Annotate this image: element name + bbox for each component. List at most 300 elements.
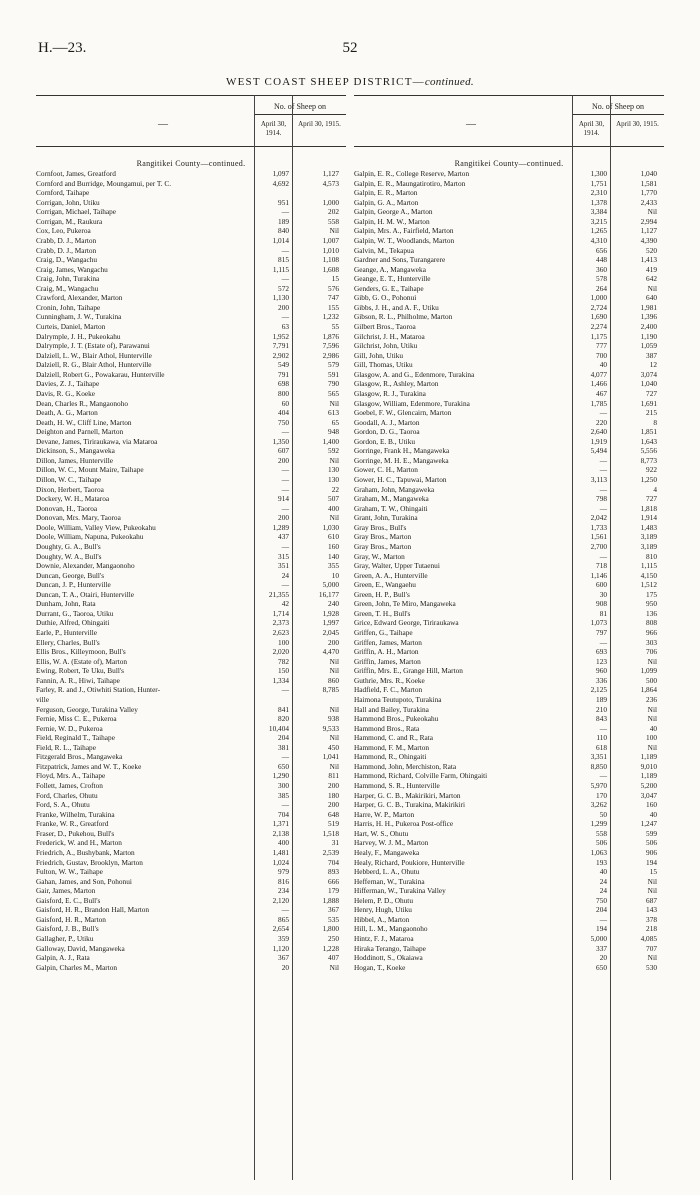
sheep-1915: 648 (328, 809, 339, 819)
sheep-1914: 1,289 (272, 522, 289, 532)
table-row (354, 752, 664, 762)
sheep-1915: 1,228 (322, 943, 339, 953)
owner-name: Cunningham, J. W., Turakina (36, 312, 122, 322)
sheep-1914: 1,690 (590, 312, 607, 322)
sheep-1915: 130 (328, 475, 339, 484)
table-row (36, 217, 346, 227)
sheep-1914: 960 (596, 666, 607, 676)
owner-name: Fernie, W. D., Pukeroa (36, 723, 103, 733)
sheep-1914: 110 (596, 733, 607, 743)
owner-name: Davies, Z. J., Taihape (36, 379, 100, 389)
sheep-1915: Nil (647, 876, 657, 886)
sheep-1914: 40 (599, 867, 607, 877)
owner-name: Galpin, Charles M., Marton (36, 962, 118, 972)
table-row (36, 838, 346, 848)
table-row (354, 475, 664, 485)
sheep-1915: 400 (328, 503, 339, 513)
sheep-1914: 3,262 (590, 800, 607, 810)
owner-name: Gorringe, Frank H., Mangaweka (354, 446, 450, 456)
sheep-1915: 4,085 (640, 934, 657, 943)
sheep-1914: — (281, 905, 289, 915)
sheep-1914: 1,919 (590, 436, 607, 446)
sheep-1914: 351 (278, 561, 289, 571)
owner-name: Cronin, John, Taihape (36, 302, 101, 312)
sheep-1915: 407 (328, 953, 339, 963)
table-row (36, 590, 346, 600)
sheep-1914: 210 (596, 704, 607, 714)
table-row (36, 169, 346, 179)
table-row (354, 934, 664, 944)
sheep-1915: 1,643 (640, 436, 657, 446)
sheep-1914: — (281, 207, 289, 217)
owner-name: Devane, James, Tiriraukawa, via Mataroa (36, 436, 158, 446)
owner-name: Fernie, Miss C. E., Pukeroa (36, 714, 117, 724)
sheep-1914: — (599, 455, 607, 465)
left-rows (36, 169, 346, 972)
owner-name: Gower, C. H., Marton (354, 465, 418, 475)
table-row (36, 666, 346, 676)
owner-name: Heffernan, W., Turakina (354, 876, 425, 886)
sheep-1914: 21,355 (268, 589, 289, 599)
table-row (36, 236, 346, 246)
owner-name: Ewing, Robert, Te Uku, Bull's (36, 666, 125, 676)
owner-name: Grice, Edward George, Tiriraukawa (354, 618, 459, 628)
sheep-1914: 24 (599, 886, 607, 896)
page-title (0, 76, 700, 88)
table-row (354, 638, 664, 648)
sheep-1914: — (281, 580, 289, 590)
table-row (36, 714, 346, 724)
sheep-1914: 10,404 (268, 723, 289, 733)
sheep-1914: 607 (278, 446, 289, 456)
owner-name: Galpin, G. A., Marton (354, 197, 419, 207)
owner-name: Crabb, D. J., Marton (36, 235, 97, 245)
sheep-1915: 1,608 (322, 264, 339, 274)
table-row (354, 456, 664, 466)
table-row (354, 370, 664, 380)
table-row (354, 322, 664, 332)
table-row (354, 332, 664, 342)
sheep-1915: 687 (646, 895, 657, 905)
sheep-1915: 1,928 (322, 608, 339, 618)
sheep-1914: 1,014 (272, 235, 289, 245)
sheep-1914: 189 (278, 216, 289, 226)
sheep-1914: 1,073 (590, 618, 607, 628)
table-row (354, 905, 664, 915)
sheep-1914: 1,378 (590, 197, 607, 207)
owner-name: Gilchrist, John, Utiku (354, 341, 418, 351)
sheep-1915: 1,007 (322, 235, 339, 245)
sheep-1915: 530 (646, 962, 657, 972)
table-row (354, 580, 664, 590)
sheep-1915: 160 (328, 541, 339, 551)
owner-name: Green, T. H., Bull's (354, 608, 411, 618)
table-row (354, 791, 664, 801)
sheep-1914: 381 (278, 742, 289, 752)
sheep-1914: — (599, 484, 607, 494)
owner-name: Hifferman, W., Turakina Valley (354, 886, 446, 896)
owner-name: Ellis, W. A. (Estate of), Marton (36, 656, 127, 666)
table-row (36, 638, 346, 648)
table-row (354, 494, 664, 504)
sheep-1915: 4,150 (640, 570, 657, 580)
sheep-1914: — (281, 274, 289, 284)
owner-name: Hall and Bailey, Turakina (354, 704, 429, 714)
sheep-1915: Nil (647, 742, 657, 752)
owner-name: Doole, William, Valley View, Pukeokahu (36, 522, 156, 532)
sheep-1915: 200 (328, 800, 339, 810)
sheep-1914: 979 (278, 867, 289, 877)
right-rows (354, 169, 664, 972)
sheep-1914: 3,384 (590, 207, 607, 217)
sheep-1914: 2,125 (590, 685, 607, 695)
owner-name: Gaisford, H. R., Brandon Hall, Marton (36, 905, 150, 915)
sheep-1915: 2,986 (322, 350, 339, 360)
table-row (354, 953, 664, 963)
sheep-1915: 140 (328, 551, 339, 561)
table-row (354, 915, 664, 925)
table-row (36, 781, 346, 791)
name-column-dash: — (158, 119, 168, 130)
owner-name: Davis, R. G., Koeke (36, 388, 95, 398)
table-row (354, 265, 664, 275)
sheep-1914: 865 (278, 914, 289, 924)
sheep-1915: 55 (331, 322, 339, 331)
sheep-1914: 578 (596, 274, 607, 284)
table-row (36, 552, 346, 562)
sheep-1915: Nil (329, 455, 339, 465)
owner-name: Fulton, W. W., Taihape (36, 867, 103, 877)
title-main: WEST COAST SHEEP DISTRICT— (226, 76, 425, 88)
sheep-1915: 1,190 (640, 331, 657, 341)
owner-name: Duthie, Alfred, Ohingaiti (36, 618, 110, 628)
table-row (354, 858, 664, 868)
sheep-1915: 3,074 (640, 369, 657, 379)
sheep-1914: 264 (596, 283, 607, 293)
owner-name: Hammond, S. R., Hunterville (354, 781, 440, 790)
owner-name: Dickinson, S., Mangaweka (36, 446, 115, 456)
table-row (36, 437, 346, 447)
owner-name: Green, John, Te Miro, Mangaweka (354, 599, 456, 609)
table-row (36, 284, 346, 294)
table-row (354, 552, 664, 562)
table-row (36, 561, 346, 571)
sheep-1914: 204 (596, 905, 607, 915)
sheep-1914: 336 (596, 675, 607, 685)
sheep-count-heading: No. of Sheep on (274, 102, 326, 111)
table-row (36, 303, 346, 313)
table-row (354, 207, 664, 217)
table-row (354, 762, 664, 772)
sheep-1914: 2,120 (272, 895, 289, 905)
sheep-1915: 15 (649, 867, 657, 877)
sheep-1915: 4 (653, 484, 657, 494)
table-row (354, 609, 664, 619)
owner-name: Durrant, G., Taoroa, Utiku (36, 608, 114, 618)
owner-name: Hammond, F. M., Marton (354, 742, 430, 752)
col-1915-heading: April 30, 1915. (616, 120, 659, 128)
sheep-1915: 1,127 (640, 226, 657, 236)
sheep-1915: 1,099 (640, 666, 657, 676)
table-row (354, 351, 664, 361)
sheep-1914: 404 (278, 408, 289, 418)
table-row (354, 829, 664, 839)
table-row (36, 867, 346, 877)
owner-name: Doughty, W. A., Bull's (36, 551, 102, 561)
sheep-count-heading: No. of Sheep on (592, 102, 644, 111)
sheep-1915: 7,596 (322, 341, 339, 351)
owner-name: Ellery, Charles, Bull's (36, 637, 100, 647)
sheep-1914: 650 (596, 962, 607, 972)
sheep-1915: 65 (331, 417, 339, 427)
table-row (36, 332, 346, 342)
sheep-1915: Nil (329, 962, 339, 972)
table-row (36, 724, 346, 734)
table-row (36, 523, 346, 533)
sheep-1914: 2,724 (590, 302, 607, 312)
sheep-1914: 367 (278, 953, 289, 963)
sheep-1914: 5,494 (590, 446, 607, 456)
owner-name: Hibbel, A., Marton (354, 914, 410, 924)
sheep-1915: 1,518 (322, 828, 339, 838)
sheep-1914: 8,850 (590, 761, 607, 771)
sheep-1915: 1,770 (640, 188, 657, 198)
sheep-1915: 808 (646, 618, 657, 628)
sheep-1915: 707 (646, 943, 657, 953)
table-row (36, 341, 346, 351)
table-row (36, 494, 346, 504)
sheep-1914: 2,138 (272, 828, 289, 838)
sheep-1915: 16,177 (318, 589, 339, 599)
sheep-1914: 359 (278, 934, 289, 943)
col-1914-heading: April 30, 1914. (578, 120, 605, 137)
sheep-1915: 240 (328, 599, 339, 609)
sheep-1914: 1,120 (272, 943, 289, 953)
table-row (36, 743, 346, 753)
table-row (36, 599, 346, 609)
sheep-1914: 437 (278, 532, 289, 542)
owner-name: Gorringe, M. H. E., Mangaweka (354, 455, 449, 465)
owner-name: Graham, M., Mangaweka (354, 494, 429, 504)
sheep-1915: 860 (328, 675, 339, 685)
sheep-1914: 4,077 (590, 369, 607, 379)
sheep-1914: 618 (596, 742, 607, 752)
owner-name: Donovan, Mrs. Mary, Taoroa (36, 513, 121, 523)
sheep-1914: 81 (599, 608, 607, 618)
table-row (36, 226, 346, 236)
name-column-dash: — (466, 119, 476, 130)
sheep-1915: Nil (329, 656, 339, 666)
owner-name: Griffin, Mrs. E., Grange Hill, Marton (354, 666, 463, 676)
sheep-1915: Nil (647, 714, 657, 724)
table-row (36, 628, 346, 638)
sheep-1914: 300 (278, 781, 289, 790)
owner-name: Galpin, W. T., Woodlands, Marton (354, 235, 455, 245)
sheep-1915: 893 (328, 867, 339, 877)
table-row (354, 685, 664, 695)
table-row (354, 341, 664, 351)
owner-name: Genders, G. E., Taihape (354, 283, 424, 293)
owner-name: Hammond, Richard, Colville Farm, Ohingaiti (354, 771, 488, 781)
sheep-1915: 579 (328, 360, 339, 370)
sheep-1914: 908 (596, 599, 607, 609)
sheep-1914: 448 (596, 255, 607, 265)
owner-name: Dillon, W. C., Taihape (36, 475, 102, 484)
sheep-1914: 24 (281, 570, 289, 580)
table-row (36, 399, 346, 409)
sheep-1914: — (281, 541, 289, 551)
owner-name: Galpin, Mrs. A., Fairfield, Marton (354, 226, 454, 236)
owner-name: Hebberd, L. A., Ohutu (354, 867, 420, 877)
table-row (36, 896, 346, 906)
owner-name: Dalziell, Robert G., Powakarau, Hunterville (36, 369, 165, 379)
sheep-1914: — (281, 503, 289, 513)
sheep-1915: 1,232 (322, 312, 339, 322)
table-row (36, 188, 346, 198)
owner-name: Gaisford, H. R., Marton (36, 914, 106, 924)
sheep-1914: 467 (596, 388, 607, 398)
sheep-1914: — (599, 408, 607, 418)
table-row (36, 246, 346, 256)
owner-name: Dunham, John, Rata (36, 599, 96, 609)
sheep-1914: 700 (596, 350, 607, 360)
owner-name: Gray Bros., Bull's (354, 522, 407, 532)
sheep-1915: 218 (646, 924, 657, 934)
owner-name: Hill, L. M., Mangaonoho (354, 924, 428, 934)
sheep-1915: 1,864 (640, 685, 657, 695)
sheep-1914: 2,700 (590, 541, 607, 551)
sheep-1914: 650 (278, 761, 289, 771)
table-row (36, 695, 346, 705)
sheep-1915: 200 (328, 637, 339, 647)
sheep-1914: 234 (278, 886, 289, 896)
owner-name: Galpin, A. J., Rata (36, 953, 90, 963)
table-row (354, 733, 664, 743)
sheep-1915: 419 (646, 264, 657, 274)
sheep-1915: 591 (328, 369, 339, 379)
sheep-1914: 1,466 (590, 379, 607, 389)
owner-name: Gaisford, J. B., Bull's (36, 924, 99, 934)
owner-name: Galpin, H. M. W., Marton (354, 216, 430, 226)
sheep-1914: 506 (596, 838, 607, 848)
sheep-1914: 1,024 (272, 857, 289, 867)
sheep-1915: 790 (328, 379, 339, 389)
sheep-1914: 951 (278, 197, 289, 207)
table-row (354, 944, 664, 954)
owner-name: Earle, P., Hunterville (36, 628, 97, 637)
table-row (36, 618, 346, 628)
owner-name: Glasgow, R., Ashley, Marton (354, 379, 439, 389)
sheep-1914: 914 (278, 494, 289, 504)
sheep-1914: 1,733 (590, 522, 607, 532)
table-row (354, 408, 664, 418)
sheep-1915: 136 (646, 608, 657, 618)
owner-name: Franke, W. R., Greatford (36, 819, 109, 829)
sheep-1915: Nil (647, 283, 657, 293)
table-row (354, 647, 664, 657)
sheep-1914: 60 (281, 398, 289, 408)
owner-name: Green, A. A., Hunterville (354, 570, 428, 580)
table-row (354, 542, 664, 552)
table-row (36, 370, 346, 380)
table-row (36, 791, 346, 801)
sheep-1915: 507 (328, 494, 339, 504)
sheep-1914: 2,902 (272, 350, 289, 360)
sheep-1915: 1,189 (640, 752, 657, 762)
sheep-1914: 193 (596, 857, 607, 867)
sheep-1915: Nil (647, 953, 657, 963)
sheep-1914: — (281, 685, 289, 695)
table-row (354, 781, 664, 791)
sheep-1915: 1,059 (640, 341, 657, 351)
sheep-1914: 170 (596, 790, 607, 800)
sheep-1914: 600 (596, 580, 607, 590)
sheep-1915: 1,400 (322, 436, 339, 446)
sheep-1915: 100 (646, 733, 657, 743)
owner-name: Gordon, E. B., Utiku (354, 436, 416, 446)
sheep-1915: 143 (646, 905, 657, 915)
sheep-1914: 3,113 (590, 475, 607, 484)
sheep-1915: 155 (328, 302, 339, 312)
owner-name: Graham, John, Mangaweka (354, 484, 435, 494)
sheep-1915: 4,470 (322, 647, 339, 657)
table-row (354, 590, 664, 600)
sheep-1914: — (599, 723, 607, 733)
table-row (354, 246, 664, 256)
doc-reference: H.—23. (38, 40, 87, 56)
sheep-1914: 315 (278, 551, 289, 561)
sheep-1915: 5,000 (322, 580, 339, 590)
owner-name: Hammond Bros., Rata (354, 723, 420, 733)
table-row (36, 322, 346, 332)
owner-name: Death, A. G., Marton (36, 408, 98, 418)
sheep-1915: 9,533 (322, 723, 339, 733)
owner-name: Frederick, W. and H., Marton (36, 838, 122, 848)
table-row (36, 819, 346, 829)
sheep-1914: 1,115 (272, 264, 289, 274)
sheep-1915: 236 (646, 694, 657, 704)
sheep-1915: 599 (646, 828, 657, 838)
sheep-1914: 800 (278, 388, 289, 398)
sheep-1914: 704 (278, 809, 289, 819)
owner-name: Gray Bros., Marton (354, 532, 412, 542)
page-number: 52 (342, 40, 358, 56)
right-table (354, 95, 664, 972)
owner-name: Ellis Bros., Killeymoon, Bull's (36, 647, 126, 657)
table-row (36, 312, 346, 322)
sheep-1914: 1,175 (590, 331, 607, 341)
owner-name: Duncan, J. P., Hunterville (36, 580, 111, 590)
sheep-1914: 558 (596, 828, 607, 838)
owner-name: Guthrie, Mrs. R., Koeke (354, 675, 425, 685)
sheep-1915: 450 (328, 742, 339, 752)
table-row (354, 465, 664, 475)
sheep-1915: 215 (646, 408, 657, 418)
sheep-1915: 1,189 (640, 771, 657, 781)
sheep-1915: 194 (646, 857, 657, 867)
owner-name: Healy, Richard, Poukiore, Hunterville (354, 857, 465, 867)
sheep-1915: 747 (328, 293, 339, 303)
sheep-1914: — (599, 465, 607, 475)
owner-name: Geange, A., Mangaweka (354, 264, 426, 274)
table-row (354, 169, 664, 179)
owner-name: Farley, R. and J., Otiwhiti Station, Hunter- (36, 685, 161, 695)
sheep-1914: 360 (596, 264, 607, 274)
sheep-1914: 4,310 (590, 235, 607, 245)
sheep-1915: 727 (646, 494, 657, 504)
sheep-1914: 572 (278, 283, 289, 293)
sheep-1915: 938 (328, 714, 339, 724)
